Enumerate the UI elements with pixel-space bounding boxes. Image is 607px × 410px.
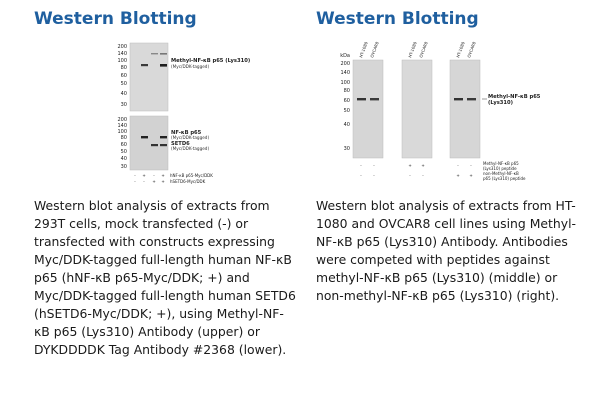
band-nonmethyl-lane2 bbox=[467, 98, 476, 100]
right-western-blot-figure bbox=[329, 40, 539, 185]
mw-marker: 200 bbox=[117, 117, 127, 123]
mw-marker: 50 bbox=[120, 149, 127, 155]
mw-marker: 140 bbox=[117, 51, 127, 57]
lane-sign: - bbox=[360, 163, 362, 168]
lane-sign: + bbox=[142, 173, 146, 178]
membrane-control bbox=[353, 60, 383, 158]
mw-marker: 200 bbox=[117, 44, 127, 50]
left-blot-svg bbox=[110, 40, 251, 190]
lower-blot-membrane bbox=[130, 116, 168, 170]
lane-sign: - bbox=[422, 173, 424, 178]
mw-marker: kDa bbox=[340, 53, 350, 59]
band-control-lane1 bbox=[357, 98, 366, 100]
lane-header: OVCAR8 bbox=[369, 40, 380, 59]
mw-marker: 60 bbox=[343, 98, 350, 104]
band-control-lane2 bbox=[370, 98, 379, 100]
mw-marker: 140 bbox=[340, 70, 350, 76]
lane-sign: - bbox=[134, 179, 136, 184]
lane-sign: - bbox=[373, 163, 375, 168]
lane-sign: - bbox=[153, 173, 155, 178]
lane-sign: + bbox=[408, 163, 412, 168]
right-band-label-2: (Lys310) bbox=[488, 100, 513, 106]
right-panel-caption: Western blot analysis of extracts from HT-1080 and OVCAR8 cell lines using Methyl-NF-κB p65 (Lys310) Antibody. Antibodies were competed with peptides against methyl-NF-κB p65 (Lys310) (middle) or non-methyl-NF-κB p65 (Lys310) (right). bbox=[316, 198, 576, 303]
lower-band-label-1-sub: (Myc/DDK-tagged) bbox=[171, 135, 210, 140]
row-2-label-2: p65 (Lys310) peptide bbox=[483, 176, 526, 181]
upper-band-label: Methyl-NF-κB p65 (Lys310) bbox=[171, 58, 251, 64]
lower-band-p65-lane2 bbox=[141, 136, 148, 138]
mw-marker: 30 bbox=[343, 146, 350, 152]
lane-header: OVCAR8 bbox=[466, 40, 477, 59]
mw-marker: 40 bbox=[120, 91, 127, 97]
upper-band-lane4 bbox=[160, 64, 167, 67]
left-panel-caption: Western blot analysis of extracts from 293T cells, mock transfected (-) or transfected with constructs expressing Myc/DDK-tagged full-length human NF-κB p65 (hNF-κB p65-Myc/DDK; +) and Myc/DDK-tagged full-length human SETD6 (hSETD6-Myc/DDK; +), using Methyl-NF-κB p65 (Lys310) Antibody (upper) or DYKDDDDK Tag Antibody #2368 (lower). bbox=[34, 198, 296, 357]
mw-marker: 60 bbox=[120, 73, 127, 79]
lane-sign: - bbox=[360, 173, 362, 178]
lower-band-label-1: NF-κB p65 bbox=[171, 130, 202, 136]
mw-marker: 30 bbox=[120, 102, 127, 108]
lane-sign-row-2 bbox=[134, 179, 205, 184]
lower-band-setd6-lane4 bbox=[160, 144, 167, 146]
mw-marker: 40 bbox=[343, 122, 350, 128]
lane-sign: - bbox=[373, 173, 375, 178]
upper-band-faint-2 bbox=[160, 53, 167, 55]
left-western-blot-figure bbox=[110, 40, 251, 190]
lane-sign: + bbox=[161, 179, 165, 184]
mw-marker: 100 bbox=[117, 58, 127, 64]
row-1-label-2: (Lys310) peptide bbox=[483, 166, 517, 171]
mw-marker: 100 bbox=[340, 80, 350, 86]
lane-header: OVCAR8 bbox=[418, 40, 429, 59]
upper-mw-markers bbox=[117, 44, 127, 108]
right-band-label: Methyl-NF-κB p65 bbox=[488, 94, 541, 100]
mw-marker: 200 bbox=[340, 61, 350, 67]
right-mw-markers bbox=[340, 53, 350, 152]
lane-sign: - bbox=[143, 179, 145, 184]
right-blot-svg bbox=[329, 40, 539, 185]
mw-marker: 50 bbox=[343, 108, 350, 114]
upper-band-lane2 bbox=[141, 64, 148, 66]
lane-sign: - bbox=[470, 163, 472, 168]
membrane-non-methyl-peptide bbox=[450, 60, 480, 158]
membrane-methyl-peptide bbox=[402, 60, 432, 158]
lower-band-p65-lane4 bbox=[160, 136, 167, 138]
lane-header: HT-1080 bbox=[455, 40, 466, 59]
mw-marker: 80 bbox=[120, 135, 127, 141]
lane-row-1-label: hNF-κB p65-Myc/DDK bbox=[170, 173, 213, 178]
lower-band-setd6-lane3 bbox=[151, 144, 158, 146]
right-panel-title: Western Blotting bbox=[316, 9, 479, 29]
row-1-label: Methyl-NF-κB p65 bbox=[483, 161, 519, 166]
upper-band-label-sub: (Myc/DDK-tagged) bbox=[171, 64, 210, 69]
lower-mw-markers bbox=[117, 117, 127, 170]
mw-marker: 80 bbox=[120, 65, 127, 71]
mw-marker: 100 bbox=[117, 129, 127, 135]
lane-sign: + bbox=[456, 173, 460, 178]
lane-headers bbox=[358, 41, 477, 59]
lane-sign: - bbox=[457, 163, 459, 168]
lane-row-2-label: hSETD6-Myc/DDK bbox=[170, 179, 206, 184]
lane-header: HT-1080 bbox=[407, 40, 418, 59]
lane-header: HT-1080 bbox=[358, 40, 369, 59]
lane-sign-row-1 bbox=[134, 173, 213, 178]
mw-marker: 50 bbox=[120, 81, 127, 87]
lane-sign: - bbox=[409, 173, 411, 178]
mw-marker: 80 bbox=[343, 88, 350, 94]
mw-marker: 60 bbox=[120, 142, 127, 148]
right-sign-row-2 bbox=[360, 171, 526, 181]
lane-sign: + bbox=[161, 173, 165, 178]
upper-band-faint bbox=[151, 53, 158, 54]
lower-band-label-2-sub: (Myc/DDK-tagged) bbox=[171, 146, 210, 151]
mw-marker: 30 bbox=[120, 164, 127, 170]
row-2-label: non-Methyl-NF-κB bbox=[483, 171, 519, 176]
right-sign-row-1 bbox=[360, 161, 519, 171]
band-nonmethyl-lane1 bbox=[454, 98, 463, 100]
mw-marker: 40 bbox=[120, 156, 127, 162]
left-panel-title: Western Blotting bbox=[34, 9, 197, 29]
lane-sign: + bbox=[469, 173, 473, 178]
lane-sign: - bbox=[134, 173, 136, 178]
lane-sign: + bbox=[152, 179, 156, 184]
lane-sign: + bbox=[421, 163, 425, 168]
lower-band-label-2: SETD6 bbox=[171, 141, 190, 147]
mw-marker: 140 bbox=[117, 123, 127, 129]
